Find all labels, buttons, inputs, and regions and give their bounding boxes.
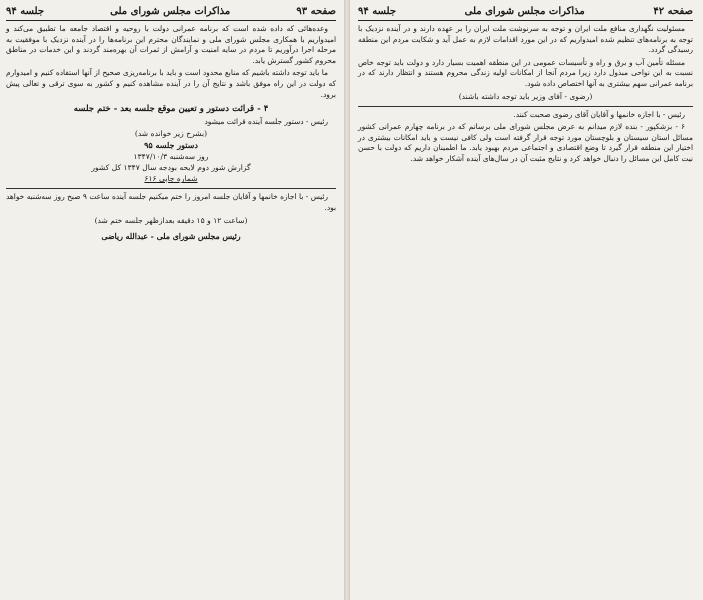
agenda-item-label: دستور جلسه ۹۵ (144, 140, 198, 151)
agenda-note: (بشرح زیر خوانده شد) (134, 129, 208, 139)
president-note: رئیس - دستور جلسه آینده قرائت میشود (204, 116, 328, 126)
left-session-label: جلسه ۹۴ (6, 5, 45, 17)
left-page-header (6, 4, 336, 21)
right-paragraph-3: رئیس - با اجازه خانمها و آقایان آقای رضوی صحبت کنند. (513, 109, 685, 119)
right-page-body (358, 24, 693, 165)
left-page-body (6, 24, 336, 242)
agenda-reference: شماره چاپی ۶۱۶ (144, 174, 198, 184)
left-page (0, 0, 344, 600)
left-separator (6, 188, 336, 189)
speaker-note: (رضوی - آقای وزیر باید توجه داشته باشند) (458, 91, 593, 101)
right-page-header (358, 4, 693, 21)
agenda-date: روز سه‌شنبه ۱۳۴۷/۱۰/۳ (133, 152, 209, 162)
signature: رئیس مجلس شورای ملی - عبدالله ریاضی (101, 231, 241, 241)
section-title: ۴ - قرائت دستور و تعیین موقع جلسه بعد - ختم جلسه (73, 104, 269, 115)
left-paragraph-2: ما باید توجه داشته باشیم که منابع محدود است و باید با برنامه‌ریزی صحیح از آنها استفاده کنیم و امیدوارم که دولت در این راه موفق باشد و نتایج آن را در آینده مشاهده کنیم و کشور به سوی ترقی و تعالی پیش برود. (6, 68, 336, 99)
left-page-number: صفحه ۹۳ (296, 5, 336, 17)
agenda-item (6, 140, 336, 151)
closing-statement: رئیس - با اجازه خانمها و آقایان جلسه امروز را ختم میکنیم جلسه آینده ساعت ۹ صبح روز سه‌شنبه خواهد بود. (6, 192, 336, 212)
left-page-title: مذاکرات مجلس شورای ملی (110, 5, 231, 17)
right-paragraph-4: ۶ - بزشکپور - بنده لازم میدانم به عرض مجلس شورای ملی برسانم که در برنامه چهارم عمرانی کشور مسائل استان سیستان و بلوچستان مورد توجه قرار گرفته است ولی کافی نیست و باید امکانات بیشتری در اختیار این منطقه قرار گیرد تا وضع اقتصادی و اجتماعی مردم بهبود یابد. ما اطمینان داریم که دولت با حسن نیت کامل این مسائل را دنبال خواهد کرد و نتایج مثبت آن در سال‌های آینده آشکار خواهد شد. (358, 122, 693, 163)
right-session-label: جلسه ۹۴ (358, 5, 397, 17)
right-paragraph-1: مسئولیت نگهداری منافع ملت ایران و توجه به سرنوشت ملت ایران را بر عهده دارند و در آینده نزدیک با توجه به برنامه‌های تنظیم شده امیدواریم که در این مورد اقدامات لازم به عمل آید و شکایت مردم این منطقه رسیدگی گردد. (358, 24, 693, 55)
right-page-title: مذاکرات مجلس شورای ملی (464, 5, 585, 17)
agenda-report: گزارش شور دوم لایحه بودجه سال ۱۳۴۷ کل کشور (91, 163, 251, 173)
adjourn-time: (ساعت ۱۲ و ۱۵ دقیقه بعدازظهر جلسه ختم شد) (94, 215, 248, 225)
right-page-number: صفحه ۴۲ (653, 5, 693, 17)
right-page (350, 0, 703, 600)
left-paragraph-1: وعده‌هائی که داده شده است که برنامه عمرانی دولت با روحیه و اقتصاد جامعه ما تطبیق می‌کند و امیدواریم با همکاری مجلس شورای ملی و نمایندگان محترم این برنامه‌ها را در آینده نزدیک با موفقیت به مرحله اجرا درآوریم تا مردم در سایه امنیت و آرامش از ثمرات آن بهره‌مند گردند و این خدمات در مناطق محروم کشور گسترش یابد. (6, 24, 336, 65)
right-separator (358, 106, 693, 107)
right-paragraph-2: مسئله تأمین آب و برق و راه و تأسیسات عمومی در این منطقه اهمیت بسیار دارد و دولت باید توجه خاص نسبت به این نواحی مبذول دارد زیرا مردم آنجا از امکانات اولیه زندگی محروم هستند و انتظار دارند که در برنامه عمرانی سهم بیشتری به آنها اختصاص داده شود. (358, 57, 693, 88)
